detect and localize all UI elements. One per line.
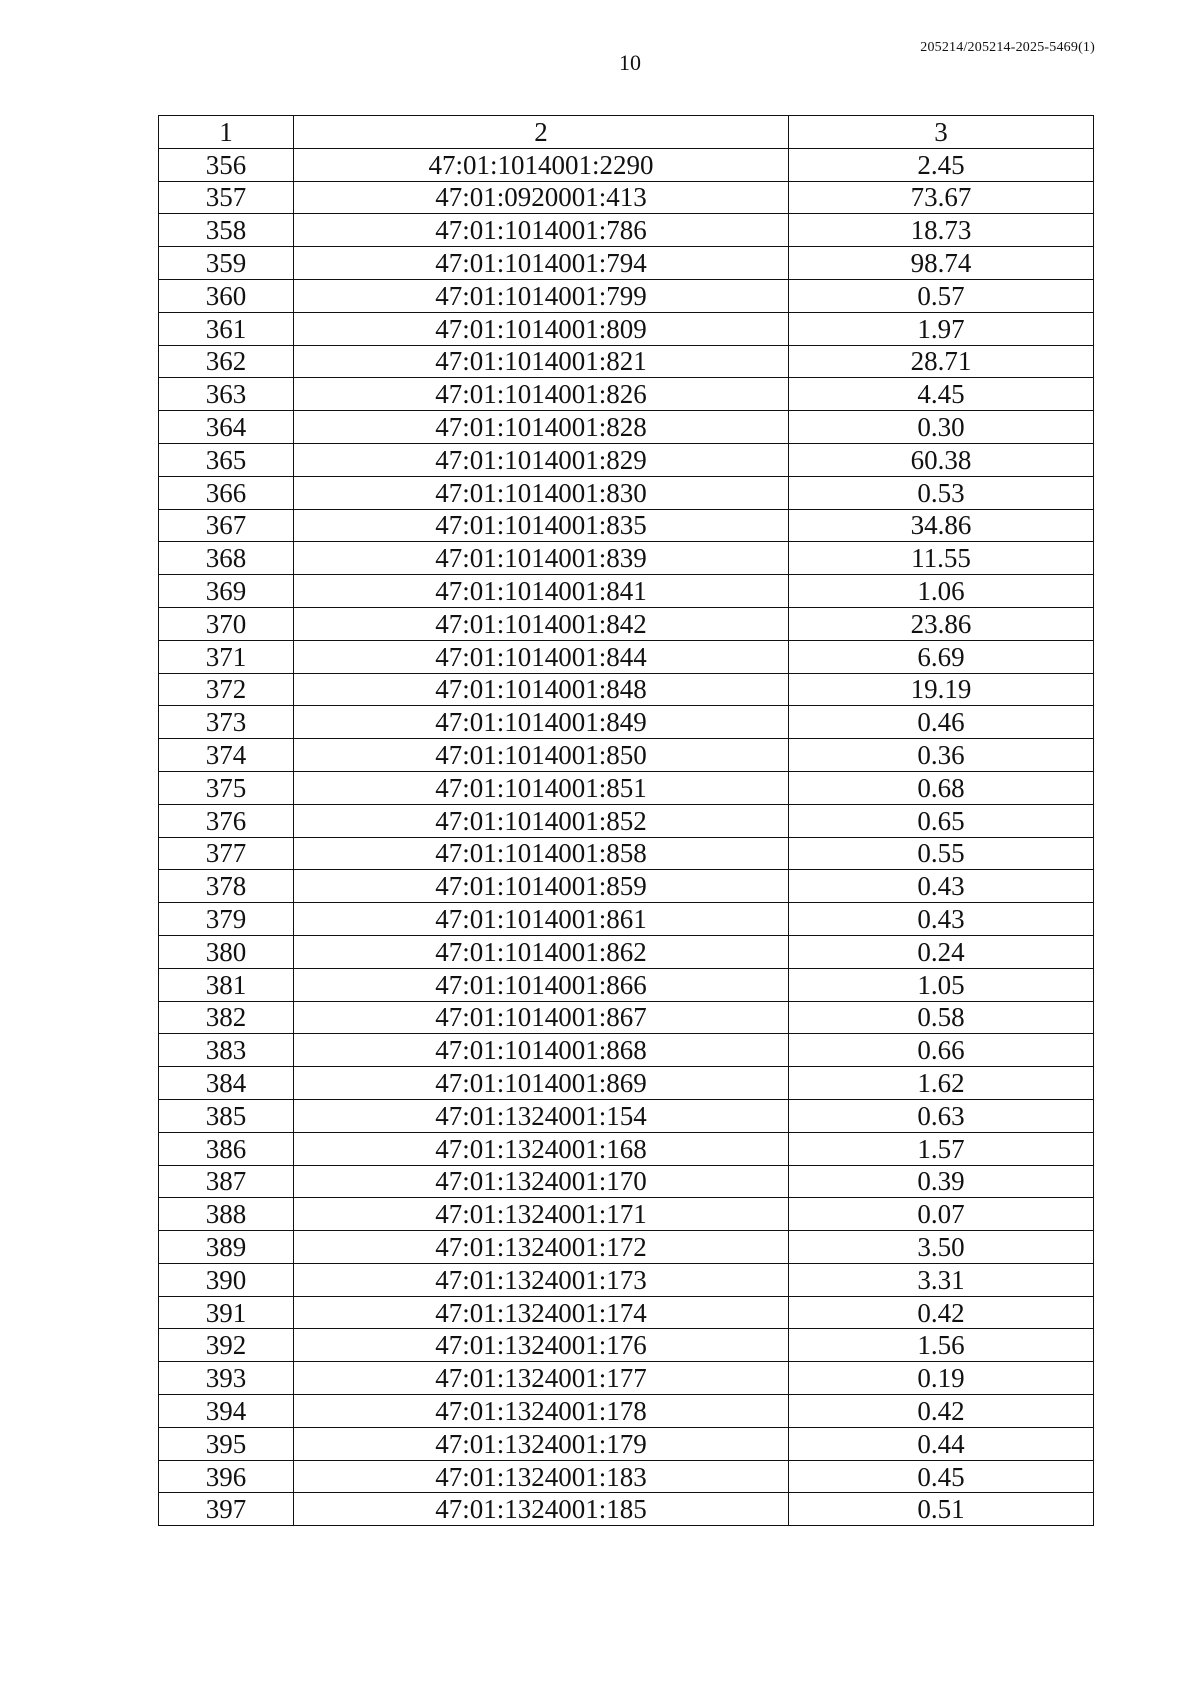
cadastral-number-cell: 47:01:1014001:829 bbox=[294, 443, 789, 476]
cadastral-number-cell: 47:01:1324001:176 bbox=[294, 1329, 789, 1362]
row-number-cell: 357 bbox=[159, 181, 294, 214]
table-row bbox=[159, 1296, 1094, 1329]
value-cell: 0.24 bbox=[789, 935, 1094, 968]
table-row bbox=[159, 1427, 1094, 1460]
row-number-cell: 394 bbox=[159, 1395, 294, 1428]
table-row bbox=[159, 247, 1094, 280]
row-number-cell: 370 bbox=[159, 607, 294, 640]
row-number-cell: 382 bbox=[159, 1001, 294, 1034]
value-cell: 1.56 bbox=[789, 1329, 1094, 1362]
cadastral-number-cell: 47:01:1014001:862 bbox=[294, 935, 789, 968]
row-number-cell: 376 bbox=[159, 804, 294, 837]
table-row bbox=[159, 1034, 1094, 1067]
value-cell: 1.05 bbox=[789, 968, 1094, 1001]
value-cell: 0.66 bbox=[789, 1034, 1094, 1067]
row-number-cell: 367 bbox=[159, 509, 294, 542]
table-row bbox=[159, 1132, 1094, 1165]
value-cell: 1.97 bbox=[789, 312, 1094, 345]
cadastral-number-cell: 47:01:1014001:849 bbox=[294, 706, 789, 739]
value-cell: 0.55 bbox=[789, 837, 1094, 870]
table-row bbox=[159, 1329, 1094, 1362]
value-cell: 1.06 bbox=[789, 575, 1094, 608]
table-row bbox=[159, 542, 1094, 575]
value-cell: 0.51 bbox=[789, 1493, 1094, 1526]
cadastral-number-cell: 47:01:1014001:841 bbox=[294, 575, 789, 608]
row-number-cell: 386 bbox=[159, 1132, 294, 1165]
cadastral-number-cell: 47:01:1324001:168 bbox=[294, 1132, 789, 1165]
table-row bbox=[159, 279, 1094, 312]
value-cell: 1.57 bbox=[789, 1132, 1094, 1165]
table-row bbox=[159, 476, 1094, 509]
table-row bbox=[159, 706, 1094, 739]
value-cell: 11.55 bbox=[789, 542, 1094, 575]
cadastral-number-cell: 47:01:1014001:867 bbox=[294, 1001, 789, 1034]
table-row bbox=[159, 837, 1094, 870]
cadastral-number-cell: 47:01:1324001:170 bbox=[294, 1165, 789, 1198]
document-reference: 205214/205214-2025-5469(1) bbox=[920, 40, 1095, 55]
table-row bbox=[159, 575, 1094, 608]
value-cell: 0.19 bbox=[789, 1362, 1094, 1395]
value-cell: 0.63 bbox=[789, 1099, 1094, 1132]
table-row bbox=[159, 1099, 1094, 1132]
row-number-cell: 385 bbox=[159, 1099, 294, 1132]
cadastral-number-cell: 47:01:1014001:809 bbox=[294, 312, 789, 345]
cadastral-number-cell: 47:01:1014001:869 bbox=[294, 1067, 789, 1100]
cadastral-number-cell: 47:01:1324001:154 bbox=[294, 1099, 789, 1132]
table-row bbox=[159, 443, 1094, 476]
value-cell: 18.73 bbox=[789, 214, 1094, 247]
cadastral-number-cell: 47:01:1014001:868 bbox=[294, 1034, 789, 1067]
row-number-cell: 362 bbox=[159, 345, 294, 378]
row-number-cell: 363 bbox=[159, 378, 294, 411]
table-row bbox=[159, 1395, 1094, 1428]
cadastral-number-cell: 47:01:1014001:848 bbox=[294, 673, 789, 706]
row-number-cell: 358 bbox=[159, 214, 294, 247]
row-number-cell: 383 bbox=[159, 1034, 294, 1067]
cadastral-number-cell: 47:01:1324001:185 bbox=[294, 1493, 789, 1526]
row-number-cell: 393 bbox=[159, 1362, 294, 1395]
table-row bbox=[159, 1263, 1094, 1296]
header-cell-1: 1 bbox=[159, 116, 294, 149]
data-table bbox=[158, 115, 1094, 1526]
table-row bbox=[159, 1198, 1094, 1231]
row-number-cell: 366 bbox=[159, 476, 294, 509]
cadastral-number-cell: 47:01:1324001:178 bbox=[294, 1395, 789, 1428]
row-number-cell: 390 bbox=[159, 1263, 294, 1296]
cadastral-number-cell: 47:01:0920001:413 bbox=[294, 181, 789, 214]
row-number-cell: 396 bbox=[159, 1460, 294, 1493]
row-number-cell: 397 bbox=[159, 1493, 294, 1526]
table-row bbox=[159, 771, 1094, 804]
table-row bbox=[159, 148, 1094, 181]
value-cell: 98.74 bbox=[789, 247, 1094, 280]
table-row bbox=[159, 1165, 1094, 1198]
table-row bbox=[159, 1362, 1094, 1395]
row-number-cell: 389 bbox=[159, 1231, 294, 1264]
row-number-cell: 384 bbox=[159, 1067, 294, 1100]
table-header-row bbox=[159, 116, 1094, 149]
value-cell: 0.39 bbox=[789, 1165, 1094, 1198]
value-cell: 3.31 bbox=[789, 1263, 1094, 1296]
row-number-cell: 361 bbox=[159, 312, 294, 345]
table-row bbox=[159, 509, 1094, 542]
row-number-cell: 374 bbox=[159, 739, 294, 772]
value-cell: 19.19 bbox=[789, 673, 1094, 706]
cadastral-number-cell: 47:01:1014001:826 bbox=[294, 378, 789, 411]
cadastral-number-cell: 47:01:1324001:172 bbox=[294, 1231, 789, 1264]
table-row bbox=[159, 739, 1094, 772]
table-row bbox=[159, 1493, 1094, 1526]
row-number-cell: 395 bbox=[159, 1427, 294, 1460]
cadastral-number-cell: 47:01:1014001:794 bbox=[294, 247, 789, 280]
value-cell: 28.71 bbox=[789, 345, 1094, 378]
cadastral-number-cell: 47:01:1014001:839 bbox=[294, 542, 789, 575]
value-cell: 0.57 bbox=[789, 279, 1094, 312]
table-row bbox=[159, 870, 1094, 903]
header-cell-3: 3 bbox=[789, 116, 1094, 149]
table-row bbox=[159, 181, 1094, 214]
row-number-cell: 380 bbox=[159, 935, 294, 968]
value-cell: 0.44 bbox=[789, 1427, 1094, 1460]
table-row bbox=[159, 345, 1094, 378]
cadastral-number-cell: 47:01:1324001:174 bbox=[294, 1296, 789, 1329]
row-number-cell: 369 bbox=[159, 575, 294, 608]
table-row bbox=[159, 673, 1094, 706]
row-number-cell: 375 bbox=[159, 771, 294, 804]
row-number-cell: 387 bbox=[159, 1165, 294, 1198]
header-cell-2: 2 bbox=[294, 116, 789, 149]
value-cell: 0.42 bbox=[789, 1296, 1094, 1329]
row-number-cell: 373 bbox=[159, 706, 294, 739]
value-cell: 6.69 bbox=[789, 640, 1094, 673]
cadastral-number-cell: 47:01:1014001:852 bbox=[294, 804, 789, 837]
cadastral-number-cell: 47:01:1014001:799 bbox=[294, 279, 789, 312]
table-row bbox=[159, 804, 1094, 837]
value-cell: 0.53 bbox=[789, 476, 1094, 509]
row-number-cell: 391 bbox=[159, 1296, 294, 1329]
value-cell: 0.68 bbox=[789, 771, 1094, 804]
value-cell: 0.65 bbox=[789, 804, 1094, 837]
table-row bbox=[159, 1001, 1094, 1034]
value-cell: 0.30 bbox=[789, 411, 1094, 444]
value-cell: 1.62 bbox=[789, 1067, 1094, 1100]
row-number-cell: 359 bbox=[159, 247, 294, 280]
cadastral-number-cell: 47:01:1014001:851 bbox=[294, 771, 789, 804]
cadastral-number-cell: 47:01:1014001:844 bbox=[294, 640, 789, 673]
table-row bbox=[159, 1067, 1094, 1100]
value-cell: 0.45 bbox=[789, 1460, 1094, 1493]
value-cell: 60.38 bbox=[789, 443, 1094, 476]
row-number-cell: 377 bbox=[159, 837, 294, 870]
cadastral-number-cell: 47:01:1014001:866 bbox=[294, 968, 789, 1001]
cadastral-number-cell: 47:01:1014001:828 bbox=[294, 411, 789, 444]
table-row bbox=[159, 968, 1094, 1001]
value-cell: 34.86 bbox=[789, 509, 1094, 542]
row-number-cell: 364 bbox=[159, 411, 294, 444]
table-body bbox=[159, 116, 1094, 1526]
value-cell: 0.43 bbox=[789, 870, 1094, 903]
value-cell: 0.58 bbox=[789, 1001, 1094, 1034]
cadastral-number-cell: 47:01:1324001:183 bbox=[294, 1460, 789, 1493]
table-row bbox=[159, 214, 1094, 247]
cadastral-number-cell: 47:01:1014001:786 bbox=[294, 214, 789, 247]
row-number-cell: 356 bbox=[159, 148, 294, 181]
cadastral-number-cell: 47:01:1014001:859 bbox=[294, 870, 789, 903]
cadastral-number-cell: 47:01:1324001:179 bbox=[294, 1427, 789, 1460]
cadastral-number-cell: 47:01:1014001:861 bbox=[294, 903, 789, 936]
cadastral-number-cell: 47:01:1014001:835 bbox=[294, 509, 789, 542]
table-row bbox=[159, 935, 1094, 968]
cadastral-number-cell: 47:01:1014001:2290 bbox=[294, 148, 789, 181]
value-cell: 0.36 bbox=[789, 739, 1094, 772]
cadastral-number-cell: 47:01:1014001:850 bbox=[294, 739, 789, 772]
table-row bbox=[159, 411, 1094, 444]
value-cell: 0.43 bbox=[789, 903, 1094, 936]
table-row bbox=[159, 903, 1094, 936]
row-number-cell: 372 bbox=[159, 673, 294, 706]
value-cell: 0.42 bbox=[789, 1395, 1094, 1428]
row-number-cell: 392 bbox=[159, 1329, 294, 1362]
value-cell: 73.67 bbox=[789, 181, 1094, 214]
row-number-cell: 381 bbox=[159, 968, 294, 1001]
value-cell: 0.07 bbox=[789, 1198, 1094, 1231]
row-number-cell: 371 bbox=[159, 640, 294, 673]
table-row bbox=[159, 1460, 1094, 1493]
cadastral-number-cell: 47:01:1014001:842 bbox=[294, 607, 789, 640]
page-number: 10 bbox=[619, 50, 641, 75]
value-cell: 0.46 bbox=[789, 706, 1094, 739]
cadastral-number-cell: 47:01:1014001:821 bbox=[294, 345, 789, 378]
row-number-cell: 360 bbox=[159, 279, 294, 312]
table-row bbox=[159, 607, 1094, 640]
value-cell: 4.45 bbox=[789, 378, 1094, 411]
row-number-cell: 365 bbox=[159, 443, 294, 476]
row-number-cell: 378 bbox=[159, 870, 294, 903]
table-row bbox=[159, 378, 1094, 411]
table-row bbox=[159, 1231, 1094, 1264]
value-cell: 23.86 bbox=[789, 607, 1094, 640]
cadastral-number-cell: 47:01:1014001:858 bbox=[294, 837, 789, 870]
table-row bbox=[159, 312, 1094, 345]
cadastral-number-cell: 47:01:1324001:173 bbox=[294, 1263, 789, 1296]
row-number-cell: 379 bbox=[159, 903, 294, 936]
cadastral-number-cell: 47:01:1014001:830 bbox=[294, 476, 789, 509]
cadastral-number-cell: 47:01:1324001:177 bbox=[294, 1362, 789, 1395]
value-cell: 3.50 bbox=[789, 1231, 1094, 1264]
table-row bbox=[159, 640, 1094, 673]
row-number-cell: 388 bbox=[159, 1198, 294, 1231]
value-cell: 2.45 bbox=[789, 148, 1094, 181]
row-number-cell: 368 bbox=[159, 542, 294, 575]
cadastral-number-cell: 47:01:1324001:171 bbox=[294, 1198, 789, 1231]
